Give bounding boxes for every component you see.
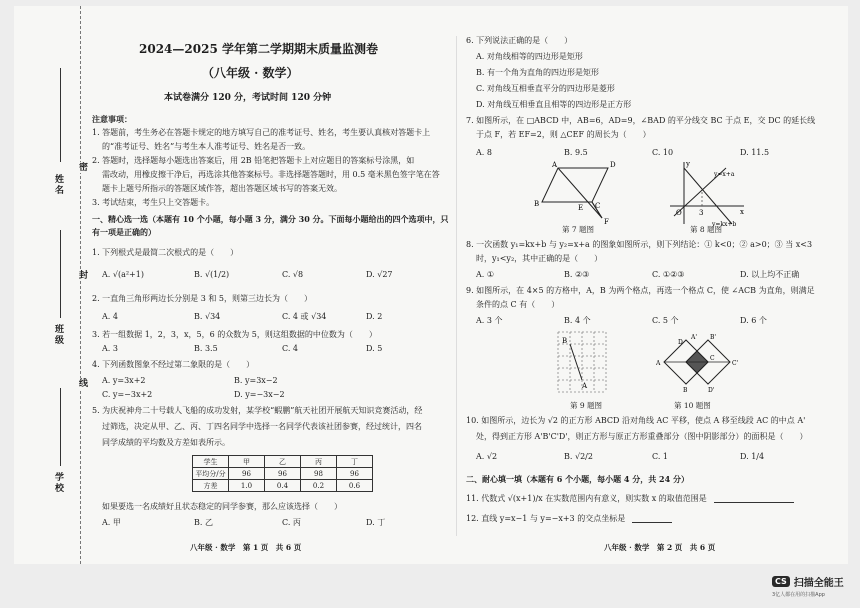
table-cell: 96	[265, 468, 301, 480]
seal-mark-mi: 密	[77, 162, 87, 173]
q9-option-d: D. 6 个	[740, 316, 767, 325]
table-cell: 0.2	[301, 480, 337, 492]
q4-option-d: D. y=−3x−2	[234, 390, 285, 399]
q3-stem: 3. 若一组数据 1，2，3，x，5，6 的众数为 5，则这组数据的中位数为（ ）	[92, 330, 377, 339]
seal-mark-xian: 线	[77, 378, 87, 389]
q5-line: 过筛选，决定从甲、乙、丙、丁四名同学中选择一名同学代表该社团参赛，经过统计，四名	[102, 422, 422, 431]
school-label: 学校	[53, 472, 63, 494]
figure-10-caption: 第 10 题图	[674, 401, 711, 410]
fig10-label-c-prime: C'	[732, 360, 739, 367]
table-header-cell: 甲	[229, 456, 265, 468]
name-underline	[60, 68, 61, 162]
fig7-label-a: A	[552, 161, 558, 169]
q12-answer-blank	[632, 522, 672, 523]
q6-option-b: B. 有一个角为直角的四边形是矩形	[476, 68, 599, 77]
binding-strip	[14, 6, 92, 564]
q10-line: 10. 如图所示，边长为 √2 的正方形 ABCD 沿对角线 AC 平移，使点 A 移至线段 AC 的中点 A'	[466, 416, 806, 425]
q5-option-c: C. 丙	[282, 518, 301, 527]
q9-line: 9. 如图所示，在 4×5 的方格中，A，B 为两个格点，再选一个格点 C，使 ∠ACB 为直角，则满足	[466, 286, 815, 295]
figure-7-caption: 第 7 题图	[562, 225, 595, 234]
section2-heading: 二、耐心填一填（本题有 6 个小题，每小题 4 分，共 24 分）	[466, 474, 689, 484]
q10-option-c: C. 1	[652, 452, 669, 461]
q5-question: 如果要选一名成绩好且状态稳定的同学参赛，那么应该选择（ ）	[102, 502, 342, 511]
fig8-label-x: x	[740, 208, 744, 216]
fig10-label-d-prime: D'	[708, 387, 715, 394]
notes-heading: 注意事项：	[92, 114, 132, 124]
q1-option-a: A. √(a²+1)	[102, 270, 144, 279]
q6-option-d: D. 对角线互相垂直且相等的四边形是正方形	[476, 100, 632, 109]
fig7-label-d: D	[610, 161, 616, 169]
q5-line: 同学成绩的平均数及方差如表所示。	[102, 438, 230, 447]
page-divider	[456, 36, 457, 536]
q10-option-a: A. √2	[476, 452, 498, 461]
watermark-sub: 3亿人都在用的扫描App	[772, 592, 825, 598]
figure-9-caption: 第 9 题图	[570, 401, 603, 410]
q7-option-c: C. 10	[652, 148, 674, 157]
fig10-label-d: D	[678, 339, 683, 346]
q4-option-a: A. y=3x+2	[102, 376, 146, 385]
fig10-label-a: A	[656, 360, 661, 367]
figure-7-parallelogram	[534, 158, 634, 230]
q6-option-a: A. 对角线相等的四边形是矩形	[476, 52, 583, 61]
q7-option-b: B. 9.5	[564, 148, 588, 157]
footer-page-1: 八年级 · 数学 第 1 页 共 6 页	[190, 543, 302, 552]
fig9-label-b: B	[562, 337, 568, 345]
table-cell: 1.0	[229, 480, 265, 492]
note-line: 3. 考试结束，考生只上交答题卡。	[92, 198, 215, 207]
q10-option-d: D. 1/4	[740, 452, 765, 461]
fig8-label-3: 3	[699, 209, 704, 217]
q1-stem: 1. 下列根式是最简二次根式的是（ ）	[92, 248, 239, 257]
figure-9-grid	[554, 328, 616, 400]
q9-line: 条件的点 C 有（ ）	[476, 300, 560, 309]
table-header-cell: 乙	[265, 456, 301, 468]
school-underline	[60, 388, 61, 466]
note-line: 需改动，用橡皮擦干净后，再选涂其他答案标号。非选择题答题时，用 0.5 毫米黑色签字笔在答	[102, 170, 440, 179]
table-cell: 96	[337, 468, 373, 480]
q3-option-b: B. 3.5	[194, 344, 218, 353]
note-line: 2. 答题时，选择题每小题选出答案后，用 2B 铅笔把答题卡上对应题目的答案标号涂黑，如	[92, 156, 415, 165]
q7-option-a: A. 8	[476, 148, 492, 157]
q7-line: 7. 如图所示，在 □ABCD 中，AB=6，AD=9，∠BAD 的平分线交 BC 于点 E，交 DC 的延长线	[466, 116, 816, 125]
q1-option-c: C. √8	[282, 270, 304, 279]
table-cell: 98	[301, 468, 337, 480]
class-label: 班级	[53, 324, 63, 346]
section1-heading: 一、精心选一选（本题有 10 个小题，每小题 3 分，满分 30 分。下面每小题给出的四个选项中，只	[92, 214, 449, 224]
table-cell: 0.6	[337, 480, 373, 492]
fig7-label-c: C	[595, 202, 601, 210]
q12-text: 12. 直线 y=x−1 与 y=−x+3 的交点坐标是	[466, 514, 626, 523]
q7-option-d: D. 11.5	[740, 148, 770, 157]
q8-option-c: C. ①②③	[652, 270, 685, 279]
fig10-label-a-prime: A'	[691, 334, 697, 341]
fig10-label-b-prime: B'	[710, 334, 717, 341]
q7-line: 于点 F，若 EF=2，则 △CEF 的周长为（ ）	[476, 130, 651, 139]
q4-stem: 4. 下列函数图象不经过第二象限的是（ ）	[92, 360, 255, 369]
q1-option-d: D. √27	[366, 270, 393, 279]
note-line: 1. 答题前，考生务必在答题卡规定的地方填写自己的准考证号、姓名，考生要认真核对答题卡上	[92, 128, 431, 137]
class-underline	[60, 230, 61, 318]
fig7-label-f: F	[604, 218, 609, 226]
q9-option-b: B. 4 个	[564, 316, 591, 325]
q6-option-c: C. 对角线互相垂直平分的四边形是菱形	[476, 84, 615, 93]
fig10-label-b: B	[683, 387, 688, 394]
figure-10-squares	[656, 332, 742, 402]
table-cell: 0.4	[265, 480, 301, 492]
section1-heading-cont: 有一项是正确的）	[92, 227, 156, 237]
q9-option-a: A. 3 个	[476, 316, 503, 325]
table-cell: 96	[229, 468, 265, 480]
note-line: 的“准考证号、姓名”与考生本人准考证号、姓名是否一致。	[102, 142, 311, 151]
footer-page-2: 八年级 · 数学 第 2 页 共 6 页	[604, 543, 716, 552]
q11-text: 11. 代数式 √(x+1)/x 在实数范围内有意义，则实数 x 的取值范围是	[466, 494, 707, 503]
q3-option-a: A. 3	[102, 344, 118, 353]
q4-option-b: B. y=3x−2	[234, 376, 278, 385]
seal-mark-feng: 封	[77, 270, 87, 281]
name-label: 姓名	[53, 174, 63, 196]
table-row	[193, 480, 373, 492]
scanner-watermark	[772, 574, 844, 598]
table-header-cell: 学生	[193, 456, 229, 468]
figure-8-caption: 第 8 题图	[690, 225, 723, 234]
figure-8-graph	[666, 158, 748, 230]
q5-option-a: A. 甲	[102, 518, 121, 527]
q9-option-c: C. 5 个	[652, 316, 679, 325]
q5-option-b: B. 乙	[194, 518, 213, 527]
exam-sheet	[14, 6, 848, 564]
fig8-label-line1: y=x+a	[714, 171, 735, 178]
q3-option-c: C. 4	[282, 344, 299, 353]
fig8-label-y: y	[686, 160, 690, 168]
q10-line: 处，得到正方形 A'B'C'D'，则正方形与原正方形重叠部分（图中阴影部分）的面积是（ ）	[476, 432, 808, 441]
q8-line: 时，y₁<y₂，其中正确的是（ ）	[476, 254, 603, 263]
exam-info: 本试卷满分 120 分，考试时间 120 分钟	[164, 93, 332, 103]
table-header-cell: 丁	[337, 456, 373, 468]
q2-stem: 2. 一直角三角形两边长分别是 3 和 5，则第三边长为（ ）	[92, 294, 312, 303]
table-header-row	[193, 456, 373, 468]
q6-stem: 6. 下列说法正确的是（ ）	[466, 36, 573, 45]
q5-option-d: D. 丁	[366, 518, 386, 527]
fig9-label-a: A	[582, 382, 588, 390]
q2-option-b: B. √34	[194, 312, 221, 321]
q2-option-d: D. 2	[366, 312, 383, 321]
fig7-label-e: E	[578, 204, 584, 212]
q8-option-d: D. 以上均不正确	[740, 270, 800, 279]
table-cell: 方差	[193, 480, 229, 492]
table-header-cell: 丙	[301, 456, 337, 468]
table-row	[193, 468, 373, 480]
seal-dashed-line	[80, 6, 81, 564]
q4-option-c: C. y=−3x+2	[102, 390, 153, 399]
q8-line: 8. 一次函数 y₁=kx+b 与 y₂=x+a 的图象如图所示，则下列结论：① k<0；② a>0；③ 当 x<3	[466, 240, 813, 249]
exam-title: 2024—2025 学年第二学期期末质量监测卷	[139, 42, 378, 56]
q1-option-b: B. √(1/2)	[194, 270, 230, 279]
q3-option-d: D. 5	[366, 344, 383, 353]
watermark-name: 扫描全能王	[793, 578, 844, 589]
q10-option-b: B. √2/2	[564, 452, 593, 461]
q8-option-a: A. ①	[476, 270, 495, 279]
q2-option-c: C. 4 或 √34	[282, 312, 327, 321]
fig8-label-o: O	[676, 209, 682, 217]
q5-line: 5. 为庆祝神舟二十号载人飞船的成功发射，某学校“蝦鹏”航天社团开展航天知识竞赛活动，经	[92, 406, 423, 415]
exam-subject: （八年级 · 数学）	[202, 66, 299, 80]
q2-option-a: A. 4	[102, 312, 118, 321]
camscanner-logo-icon: CS	[772, 576, 790, 587]
fig10-label-c: C	[710, 355, 715, 362]
fig8-label-line2: y=kx+b	[712, 221, 737, 228]
table-cell: 平均分/分	[193, 468, 229, 480]
note-line: 题卡上题号所指示的答题区域作答，超出答题区域书写的答案无效。	[102, 184, 342, 193]
score-table	[192, 455, 373, 492]
q11-answer-blank	[714, 502, 794, 503]
fig7-label-b: B	[534, 200, 540, 208]
q8-option-b: B. ②③	[564, 270, 590, 279]
